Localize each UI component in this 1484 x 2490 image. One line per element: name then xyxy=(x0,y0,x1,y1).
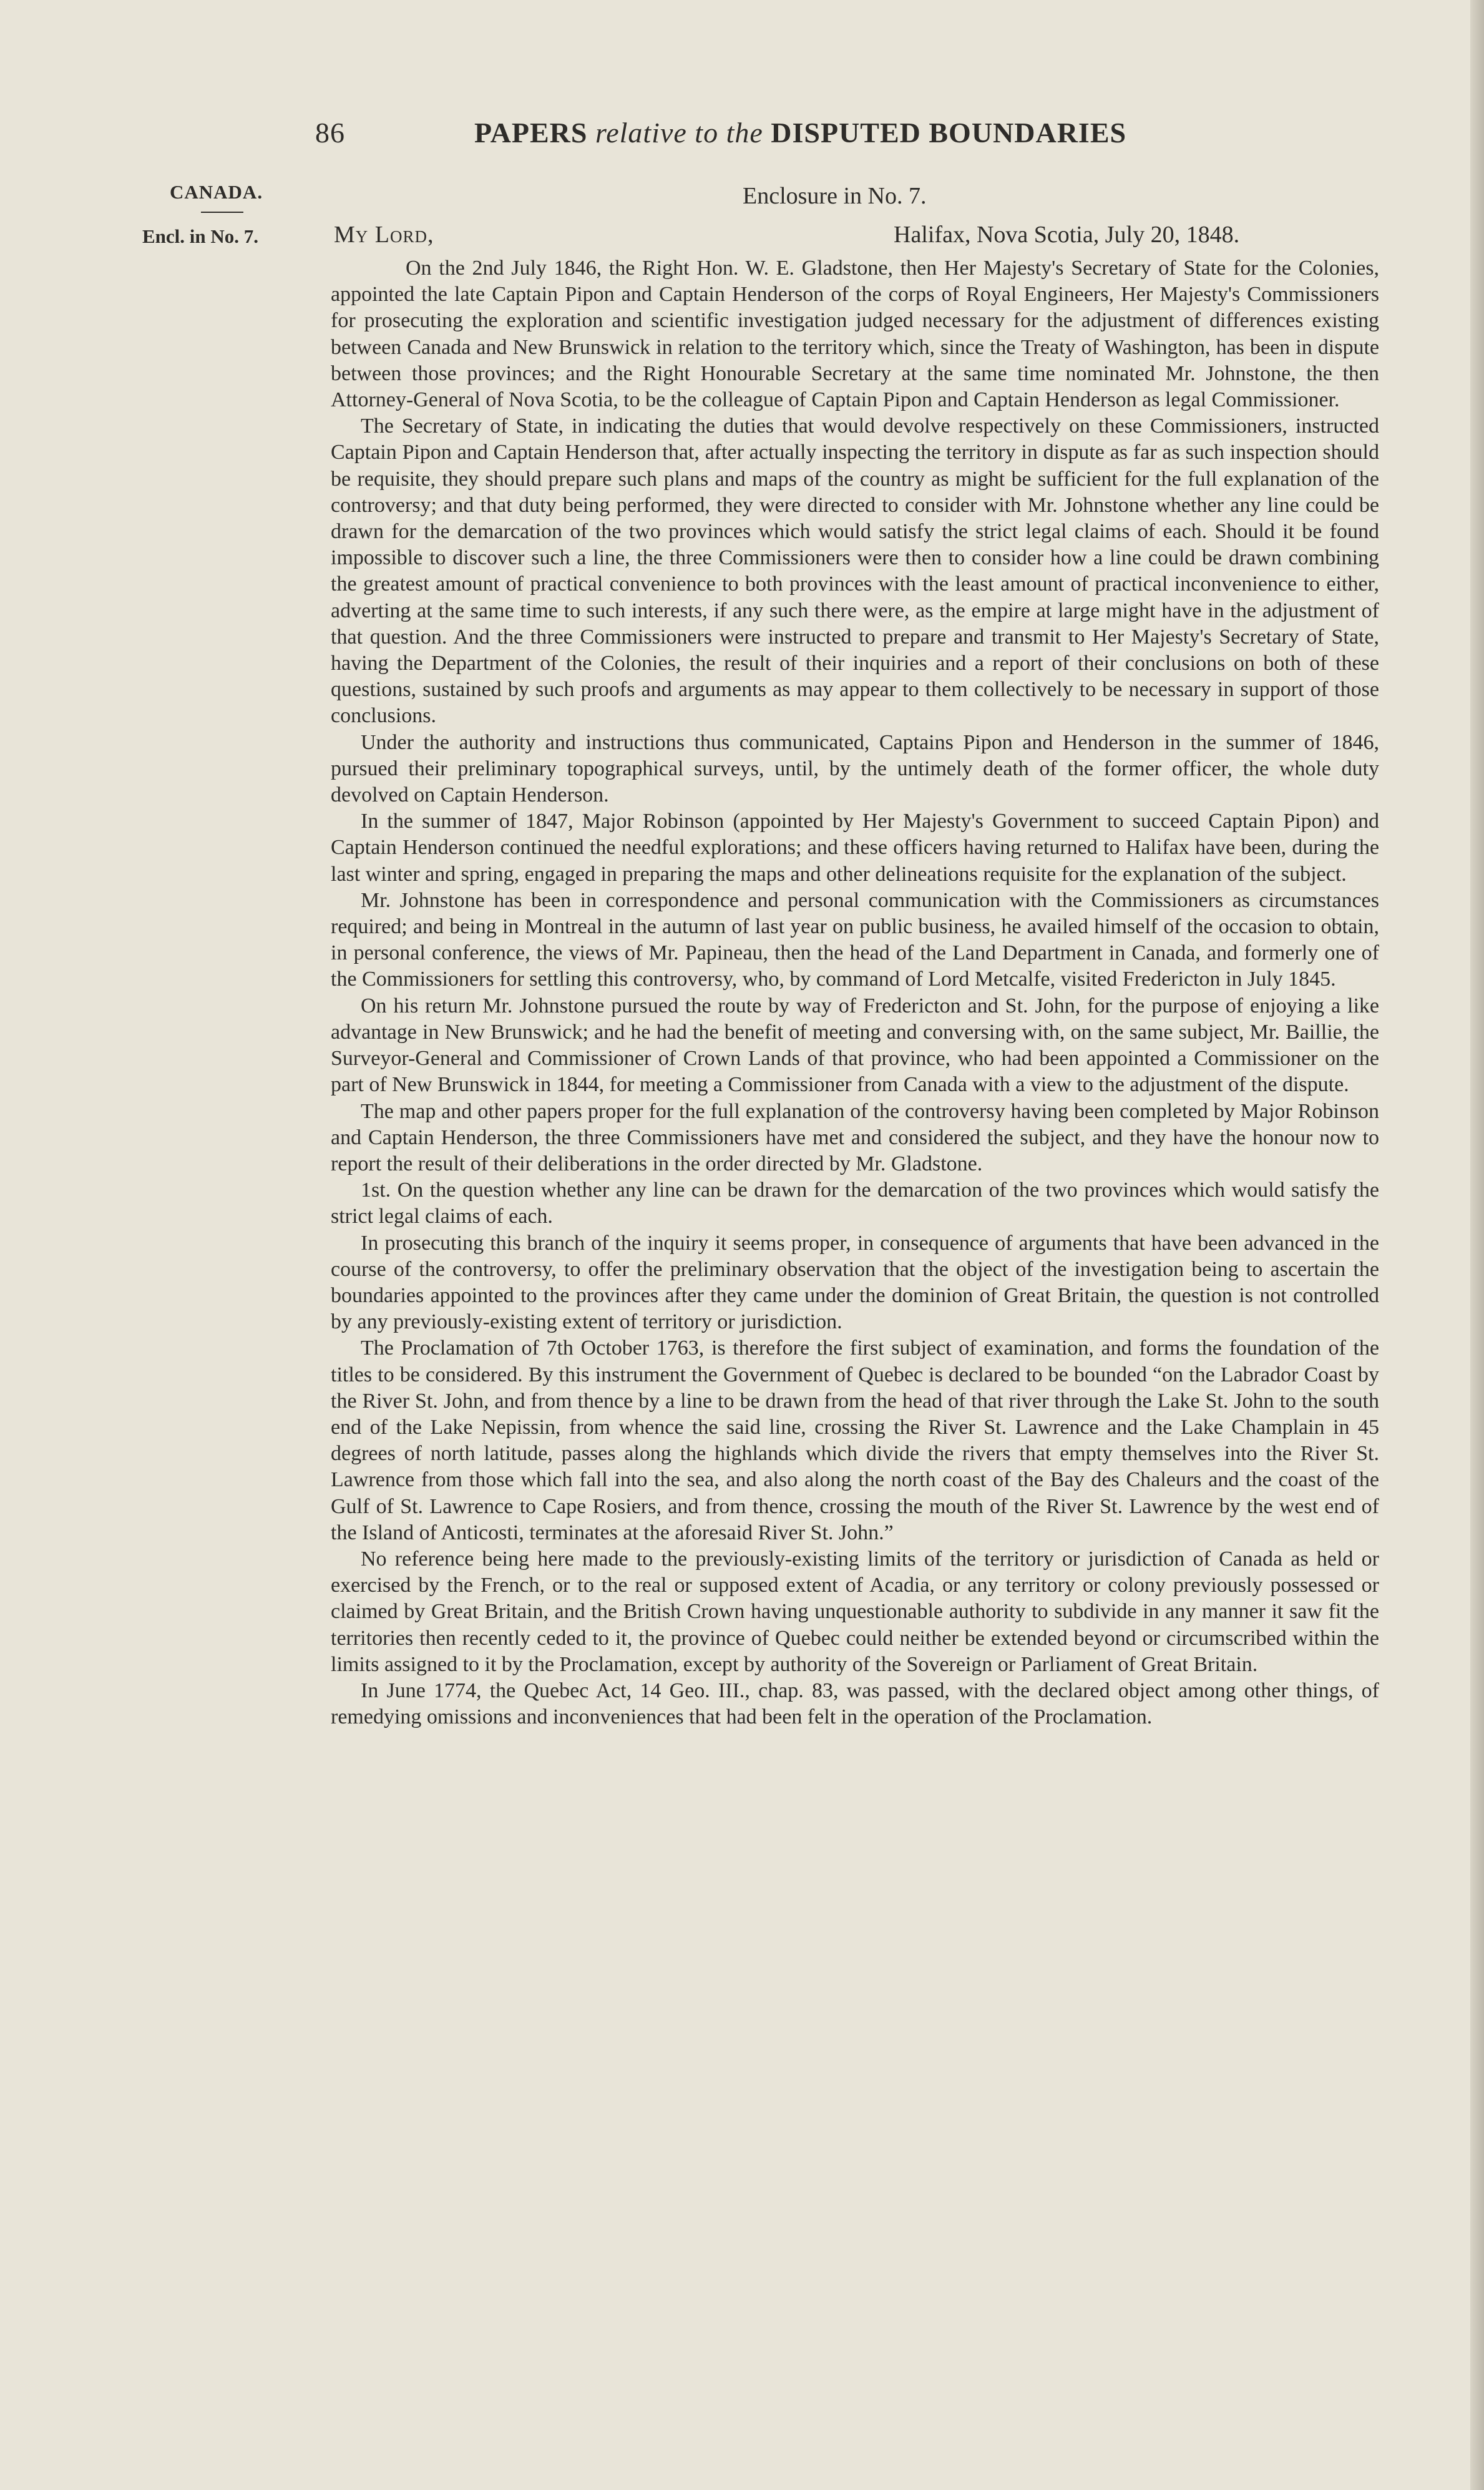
paragraph: In the summer of 1847, Major Robinson (appointed by Her Majesty's Government to succeed Captain Pipon) and Captain Henderson continued the needful explorations; and these officers having returned to Halifax have been, during the last winter and spring, engaged in preparing the maps and other delineations requisite for the explanation of the subject. xyxy=(331,810,1379,886)
paragraph: In June 1774, the Quebec Act, 14 Geo. III., chap. 83, was passed, with the declared object among other things, of remedying omissions and inconveniences that had been felt in the operation of the Proclamation. xyxy=(331,1679,1379,1729)
paragraph: On his return Mr. Johnstone pursued the route by way of Fredericton and St. John, for the purpose of enjoying a like advantage in New Brunswick; and he had the benefit of meeting and conversing with, on the same subject, Mr. Baillie, the Surveyor-General and Commissioner of Crown Lands of that province, who had been appointed a Commissioner on the part of New Brunswick in 1844, for meeting a Commissioner from Canada with a view to the adjustment of the dispute. xyxy=(331,994,1379,1097)
paragraph: Under the authority and instructions thus communicated, Captains Pipon and Henderson in the summer of 1846, pursued their preliminary topographical surveys, until, by the untimely death of the former officer, the whole duty devolved on Captain Henderson. xyxy=(331,730,1379,807)
enclosure-heading: Enclosure in No. 7. xyxy=(743,183,927,209)
paragraph: The Proclamation of 7th October 1763, is therefore the first subject of examination, and forms the foundation of the titles to be considered. By this instrument the Government of Quebec is declared to be bounded “on the Labrador Coast by the River St. John, and from thence by a line to be drawn from the head of that river through the Lake St. John to the south end of the Lake Nepissin, from whence the said line, crossing the River St. Lawrence and the Lake Champlain in 45 degrees of north latitude, passes along the highlands which divide the rivers that empty themselves into the River St. Lawrence from those which fall into the sea, and also along the north coast of the Bay des Chaleurs and the coast of the Gulf of St. Lawrence to Cape Rosiers, and from thence, crossing the mouth of the River St. Lawrence by the west end of the Island of Anticosti, terminates at the aforesaid River St. John.” xyxy=(331,1336,1379,1544)
letter-body xyxy=(331,255,1379,1730)
title-part-1: PAPERS xyxy=(474,117,595,149)
running-header xyxy=(0,116,1484,160)
page-edge xyxy=(1470,0,1484,2490)
title-italic: relative to the xyxy=(595,117,763,149)
paragraph: No reference being here made to the previously-existing limits of the territory or jurisdiction of Canada as held or exercised by the French, or to the real or supposed extent of Acadia, or any territory or colony previously possessed or claimed by Great Britain, and the British Crown having unquestionable authority to subdivide in any manner it saw fit the territories then recently ceded to it, the province of Quebec could neither be extended beyond or circumscribed within the limits assigned to it by the Proclamation, except by authority of the Sovereign or Parliament of Great Britain. xyxy=(331,1547,1379,1676)
paragraph: In prosecuting this branch of the inquiry it seems proper, in consequence of arguments that have been advanced in the course of the controversy, to offer the preliminary observation that the object of the investigation being to ascertain the boundaries appointed to the provinces after they came under the dominion of Great Britain, the question is not controlled by any previously-existing extent of territory or jurisdiction. xyxy=(331,1231,1379,1334)
paragraph: The map and other papers proper for the full explanation of the controversy having been completed by Major Robinson and Captain Henderson, the three Commissioners have met and considered the subject, and they have the honour now to report the result of their deliberations in the order directed by Mr. Gladstone. xyxy=(331,1099,1379,1175)
dateline: Halifax, Nova Scotia, July 20, 1848. xyxy=(894,222,1240,248)
title-part-2: DISPUTED BOUNDARIES xyxy=(763,117,1127,149)
margin-enclosure-ref: Encl. in No. 7. xyxy=(142,225,259,247)
page-number: 86 xyxy=(315,117,345,149)
salutation: My Lord, xyxy=(334,222,434,248)
margin-rule xyxy=(201,212,243,213)
paragraph: On the 2nd July 1846, the Right Hon. W. E. Gladstone, then Her Majesty's Secretary of State for the Colonies, appointed the late Captain Pipon and Captain Henderson of the corps of Royal Engineers, Her Majesty's Commissioners for prosecuting the exploration and scientific investigation judged necessary for the adjustment of differences existing between Canada and New Brunswick in relation to the territory which, since the Treaty of Washington, has been in dispute between those provinces; and the Right Honourable Secretary at the same time nominated Mr. Johnstone, the then Attorney-General of Nova Scotia, to be the colleague of Captain Pipon and Captain Henderson as legal Commissioner. xyxy=(331,257,1379,412)
paragraph: Mr. Johnstone has been in correspondence and personal communication with the Commissioners as circumstances required; and being in Montreal in the autumn of last year on public business, he availed himself of the occasion to obtain, in personal conference, the views of Mr. Papineau, then the head of the Land Department in Canada, and formerly one of the Commissioners for settling this controversy, who, by command of Lord Metcalfe, visited Fredericton in July 1845. xyxy=(331,888,1379,991)
running-title xyxy=(474,116,1126,149)
margin-section-label: CANADA. xyxy=(170,181,263,203)
paragraph: The Secretary of State, in indicating the duties that would devolve respectively on these Commissioners, instructed Captain Pipon and Captain Henderson that, after actually inspecting the territory in dispute as far as such inspection should be requisite, they should prepare such plans and maps of the country as might be sufficient for the full explanation of the controversy; and that duty being performed, they were directed to consider with Mr. Johnstone whether any line could be drawn for the demarcation of the two provinces which would satisfy the strict legal claims of each. Should it be found impossible to discover such a line, the three Commissioners were then to consider how a line could be drawn combining the greatest amount of practical convenience to both provinces with the least amount of practical inconvenience to either, adverting at the same time to such interests, if any such there were, as the empire at large might have in the adjustment of that question. And the three Commissioners were instructed to prepare and transmit to Her Majesty's Secretary of State, having the Department of the Colonies, the result of their inquiries and a report of their conclusions on both of these questions, sustained by such proofs and arguments as may appear to them collectively to be necessary in support of those conclusions. xyxy=(331,414,1379,728)
paragraph: 1st. On the question whether any line can be drawn for the demarcation of the two provinces which would satisfy the strict legal claims of each. xyxy=(331,1179,1379,1228)
